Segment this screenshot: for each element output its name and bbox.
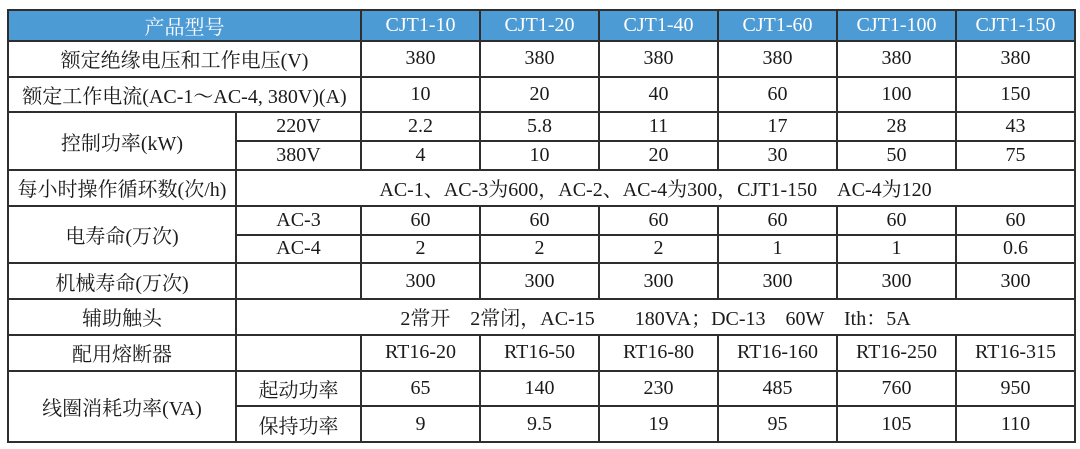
value-cell: 950 xyxy=(956,371,1075,407)
model-col-header: CJT1-20 xyxy=(480,10,599,41)
row-label: 额定绝缘电压和工作电压(V) xyxy=(8,41,361,77)
value-cell: 28 xyxy=(837,112,956,141)
value-cell: RT16-80 xyxy=(599,335,718,371)
row-label: 控制功率(kW) xyxy=(8,112,236,170)
sub-row-label: AC-3 xyxy=(236,206,361,235)
model-col-header: CJT1-100 xyxy=(837,10,956,41)
header-row xyxy=(8,10,1075,41)
value-cell: 19 xyxy=(599,406,718,442)
value-cell: 1 xyxy=(718,235,837,264)
value-cell: 17 xyxy=(718,112,837,141)
value-cell: 485 xyxy=(718,371,837,407)
spec-table xyxy=(7,9,1076,443)
value-cell: 11 xyxy=(599,112,718,141)
value-cell: 300 xyxy=(599,263,718,299)
coil-power-start-row xyxy=(8,371,1075,407)
value-cell: 110 xyxy=(956,406,1075,442)
value-cell: 300 xyxy=(837,263,956,299)
value-cell: 2 xyxy=(480,235,599,264)
value-cell: 300 xyxy=(361,263,480,299)
merged-value-cell: AC-1、AC-3为600，AC-2、AC-4为300，CJT1-150 AC-4为120 xyxy=(236,170,1075,206)
row-label: 配用熔断器 xyxy=(8,335,236,371)
ops-per-hour-row xyxy=(8,170,1075,206)
value-cell: 20 xyxy=(480,77,599,113)
value-cell: 380 xyxy=(599,41,718,77)
row-label: 每小时操作循环数(次/h) xyxy=(8,170,236,206)
mechanical-life-row xyxy=(8,263,1075,299)
value-cell: 380 xyxy=(361,41,480,77)
value-cell: 100 xyxy=(837,77,956,113)
model-col-header: CJT1-10 xyxy=(361,10,480,41)
model-col-header: CJT1-40 xyxy=(599,10,718,41)
row-label: 电寿命(万次) xyxy=(8,206,236,264)
sub-row-label: AC-4 xyxy=(236,235,361,264)
value-cell: 0.6 xyxy=(956,235,1075,264)
value-cell: 10 xyxy=(361,77,480,113)
sub-row-label: 220V xyxy=(236,112,361,141)
aux-contacts-row xyxy=(8,299,1075,335)
value-cell: 65 xyxy=(361,371,480,407)
value-cell: 105 xyxy=(837,406,956,442)
empty-cell xyxy=(236,335,361,371)
value-cell: 9.5 xyxy=(480,406,599,442)
model-col-header: CJT1-60 xyxy=(718,10,837,41)
value-cell: 75 xyxy=(956,141,1075,170)
value-cell: 2 xyxy=(599,235,718,264)
value-cell: 60 xyxy=(956,206,1075,235)
control-power-220v-row xyxy=(8,112,1075,141)
value-cell: 43 xyxy=(956,112,1075,141)
product-model-header: 产品型号 xyxy=(8,10,361,41)
value-cell: 60 xyxy=(837,206,956,235)
value-cell: 380 xyxy=(837,41,956,77)
value-cell: 2 xyxy=(361,235,480,264)
value-cell: 60 xyxy=(480,206,599,235)
value-cell: 60 xyxy=(718,206,837,235)
row-label: 辅助触头 xyxy=(8,299,236,335)
value-cell: RT16-50 xyxy=(480,335,599,371)
sub-row-label: 380V xyxy=(236,141,361,170)
model-col-header: CJT1-150 xyxy=(956,10,1075,41)
electrical-life-ac3-row xyxy=(8,206,1075,235)
value-cell: 60 xyxy=(599,206,718,235)
value-cell: 230 xyxy=(599,371,718,407)
row-label: 额定工作电流(AC-1～AC-4, 380V)(A) xyxy=(8,77,361,113)
value-cell: 60 xyxy=(718,77,837,113)
value-cell: 9 xyxy=(361,406,480,442)
value-cell: RT16-20 xyxy=(361,335,480,371)
value-cell: 50 xyxy=(837,141,956,170)
value-cell: 2.2 xyxy=(361,112,480,141)
value-cell: 300 xyxy=(718,263,837,299)
value-cell: 300 xyxy=(480,263,599,299)
value-cell: 95 xyxy=(718,406,837,442)
value-cell: 40 xyxy=(599,77,718,113)
merged-value-cell: 2常开 2常闭，AC-15 180VA；DC-13 60W Ith：5A xyxy=(236,299,1075,335)
sub-row-label: 起动功率 xyxy=(236,371,361,407)
rated-voltage-row xyxy=(8,41,1075,77)
value-cell: 30 xyxy=(718,141,837,170)
sub-row-label: 保持功率 xyxy=(236,406,361,442)
value-cell: 150 xyxy=(956,77,1075,113)
value-cell: 10 xyxy=(480,141,599,170)
value-cell: 300 xyxy=(956,263,1075,299)
value-cell: 60 xyxy=(361,206,480,235)
row-label: 机械寿命(万次) xyxy=(8,263,236,299)
value-cell: 380 xyxy=(480,41,599,77)
value-cell: 5.8 xyxy=(480,112,599,141)
value-cell: 1 xyxy=(837,235,956,264)
value-cell: 20 xyxy=(599,141,718,170)
value-cell: RT16-160 xyxy=(718,335,837,371)
value-cell: RT16-315 xyxy=(956,335,1075,371)
value-cell: 380 xyxy=(718,41,837,77)
row-label: 线圈消耗功率(VA) xyxy=(8,371,236,443)
empty-cell xyxy=(236,263,361,299)
value-cell: 140 xyxy=(480,371,599,407)
rated-current-row xyxy=(8,77,1075,113)
value-cell: RT16-250 xyxy=(837,335,956,371)
value-cell: 760 xyxy=(837,371,956,407)
fuse-row xyxy=(8,335,1075,371)
value-cell: 380 xyxy=(956,41,1075,77)
value-cell: 4 xyxy=(361,141,480,170)
